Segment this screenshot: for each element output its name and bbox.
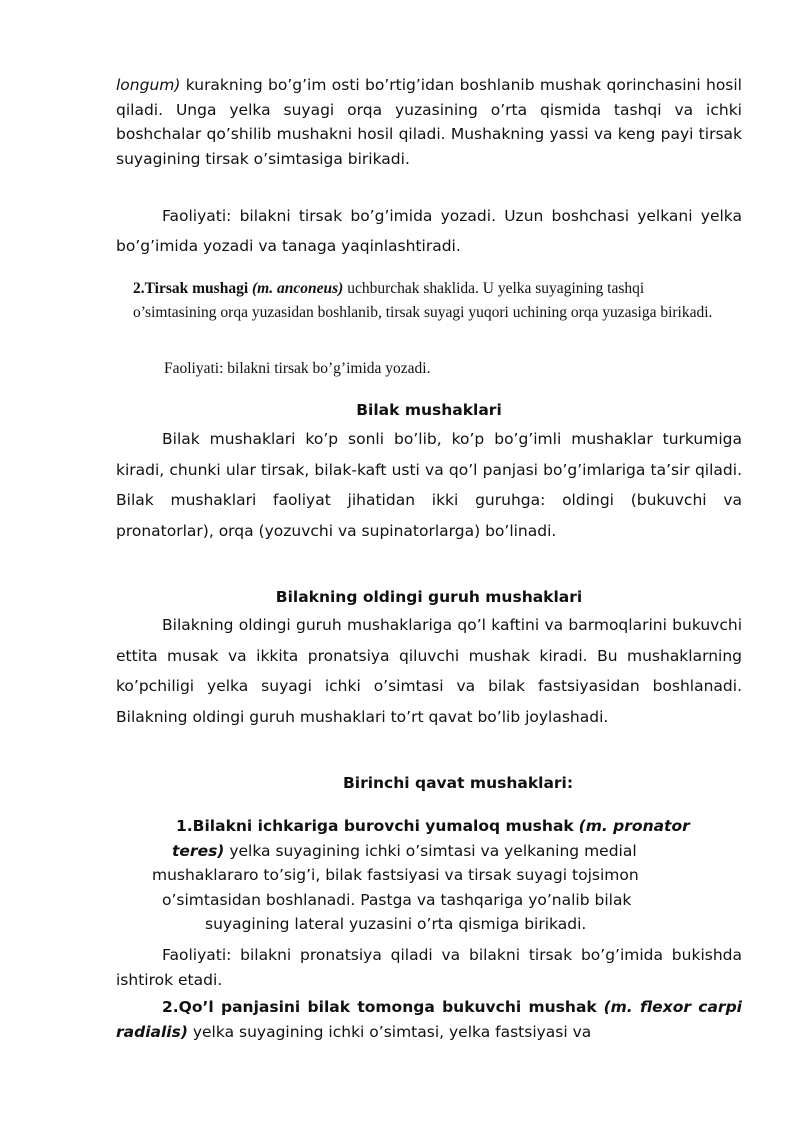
flexor-heading: 2.Qo’l panjasini bilak tomonga bukuvchi mushak — [162, 998, 597, 1016]
bilak-intro-paragraph: Bilak mushaklari ko’p sonli bo’lib, ko’p bo’g’imli mushaklar turkumiga kiradi, chunki ular tirsak, bilak-kaft usti va qo’l panjasi bo’g’imlariga ta’sir qiladi. Bilak mushaklari faoliyat jihatidan ikki guruhga: oldingi (bukuvchi va pronatorlar), orqa (yozuvchi va supinatorlarga) bo’linadi. — [116, 430, 742, 540]
anconeus-function: Faoliyati: bilakni tirsak bo’g’imida yozadi. — [164, 360, 431, 377]
latin-term: longum) — [116, 76, 181, 94]
latin-term: teres) — [172, 841, 225, 860]
latin-term: (m. anconeus) — [252, 280, 344, 297]
section-heading-birinchi: Birinchi qavat mushaklari: — [342, 774, 574, 792]
section-heading-oldingi: Bilakning oldingi guruh mushaklari — [275, 588, 583, 606]
oldingi-guruh-paragraph: Bilakning oldingi guruh mushaklariga qo’l kaftini va barmoqlarini bukuvchi ettita musak va ikkita pronatsiya qiluvchi mushak kiradi. Bu mushaklarning ko’pchiligi yelka suyagi ichki o’simtasi va bilak fastsiyasidan boshlanadi. Bilakning oldingi guruh mushaklari to’rt qavat bo’lib joylashadi. — [116, 616, 742, 726]
flexor-carpi-radialis-paragraph: 2.Qo’l panjasini bilak tomonga bukuvchi mushak (m. flexor carpi radialis) yelka suyagining ichki o’simtasi, yelka fastsiyasi va — [116, 998, 742, 1041]
anconeus-heading: 2.Tirsak mushagi — [133, 280, 249, 297]
anconeus-paragraph: 2.Tirsak mushagi (m. anconeus) uchburchak shaklida. U yelka suyagining tashqi o’simtasining orqa yuzasidan boshlanib, tirsak suyagi yuqori uchining orqa yuzasiga birikadi. — [133, 280, 713, 321]
latin-term: (m. pronator — [578, 817, 690, 835]
pronator-heading: 1.Bilakni ichkariga burovchi yumaloq mushak — [176, 817, 574, 835]
section-heading-bilak: Bilak mushaklari — [356, 401, 502, 419]
pronator-function: Faoliyati: bilakni pronatsiya qiladi va bilakni tirsak bo’g’imida bukishda ishtirok etadi. — [116, 946, 742, 989]
triceps-function: Faoliyati: bilakni tirsak bo’g’imida yozadi. Uzun boshchasi yelkani yelka bo’g’imida yozadi va tanaga yaqinlashtiradi. — [116, 207, 742, 255]
triceps-paragraph: longum) kurakning bo’g’im osti bo’rtig’idan boshlanib mushak qorinchasini hosil qiladi. Unga yelka suyagi orqa yuzasining o’rta qismida tashqi va ichki boshchalar qo’shilib mushakni hosil qiladi. Mushakning yassi va keng payi tirsak suyagining tirsak o’simtasiga birikadi. — [116, 76, 742, 168]
pronator-teres-paragraph: 1.Bilakni ichkariga burovchi yumaloq mushak (m. pronator teres) yelka suyagining ichki o’simtasi va yelkaning medial mushaklararo to’sig’i, bilak fastsiyasi va tirsak suyagi tojsimon o’simtasidan boshlanadi. Pastga va tashqariga yo’nalib bilak suyagining lateral yuzasini o’rta qismiga birikadi. — [152, 817, 690, 933]
latin-term: (m. flexor carpi radialis) — [116, 998, 742, 1041]
